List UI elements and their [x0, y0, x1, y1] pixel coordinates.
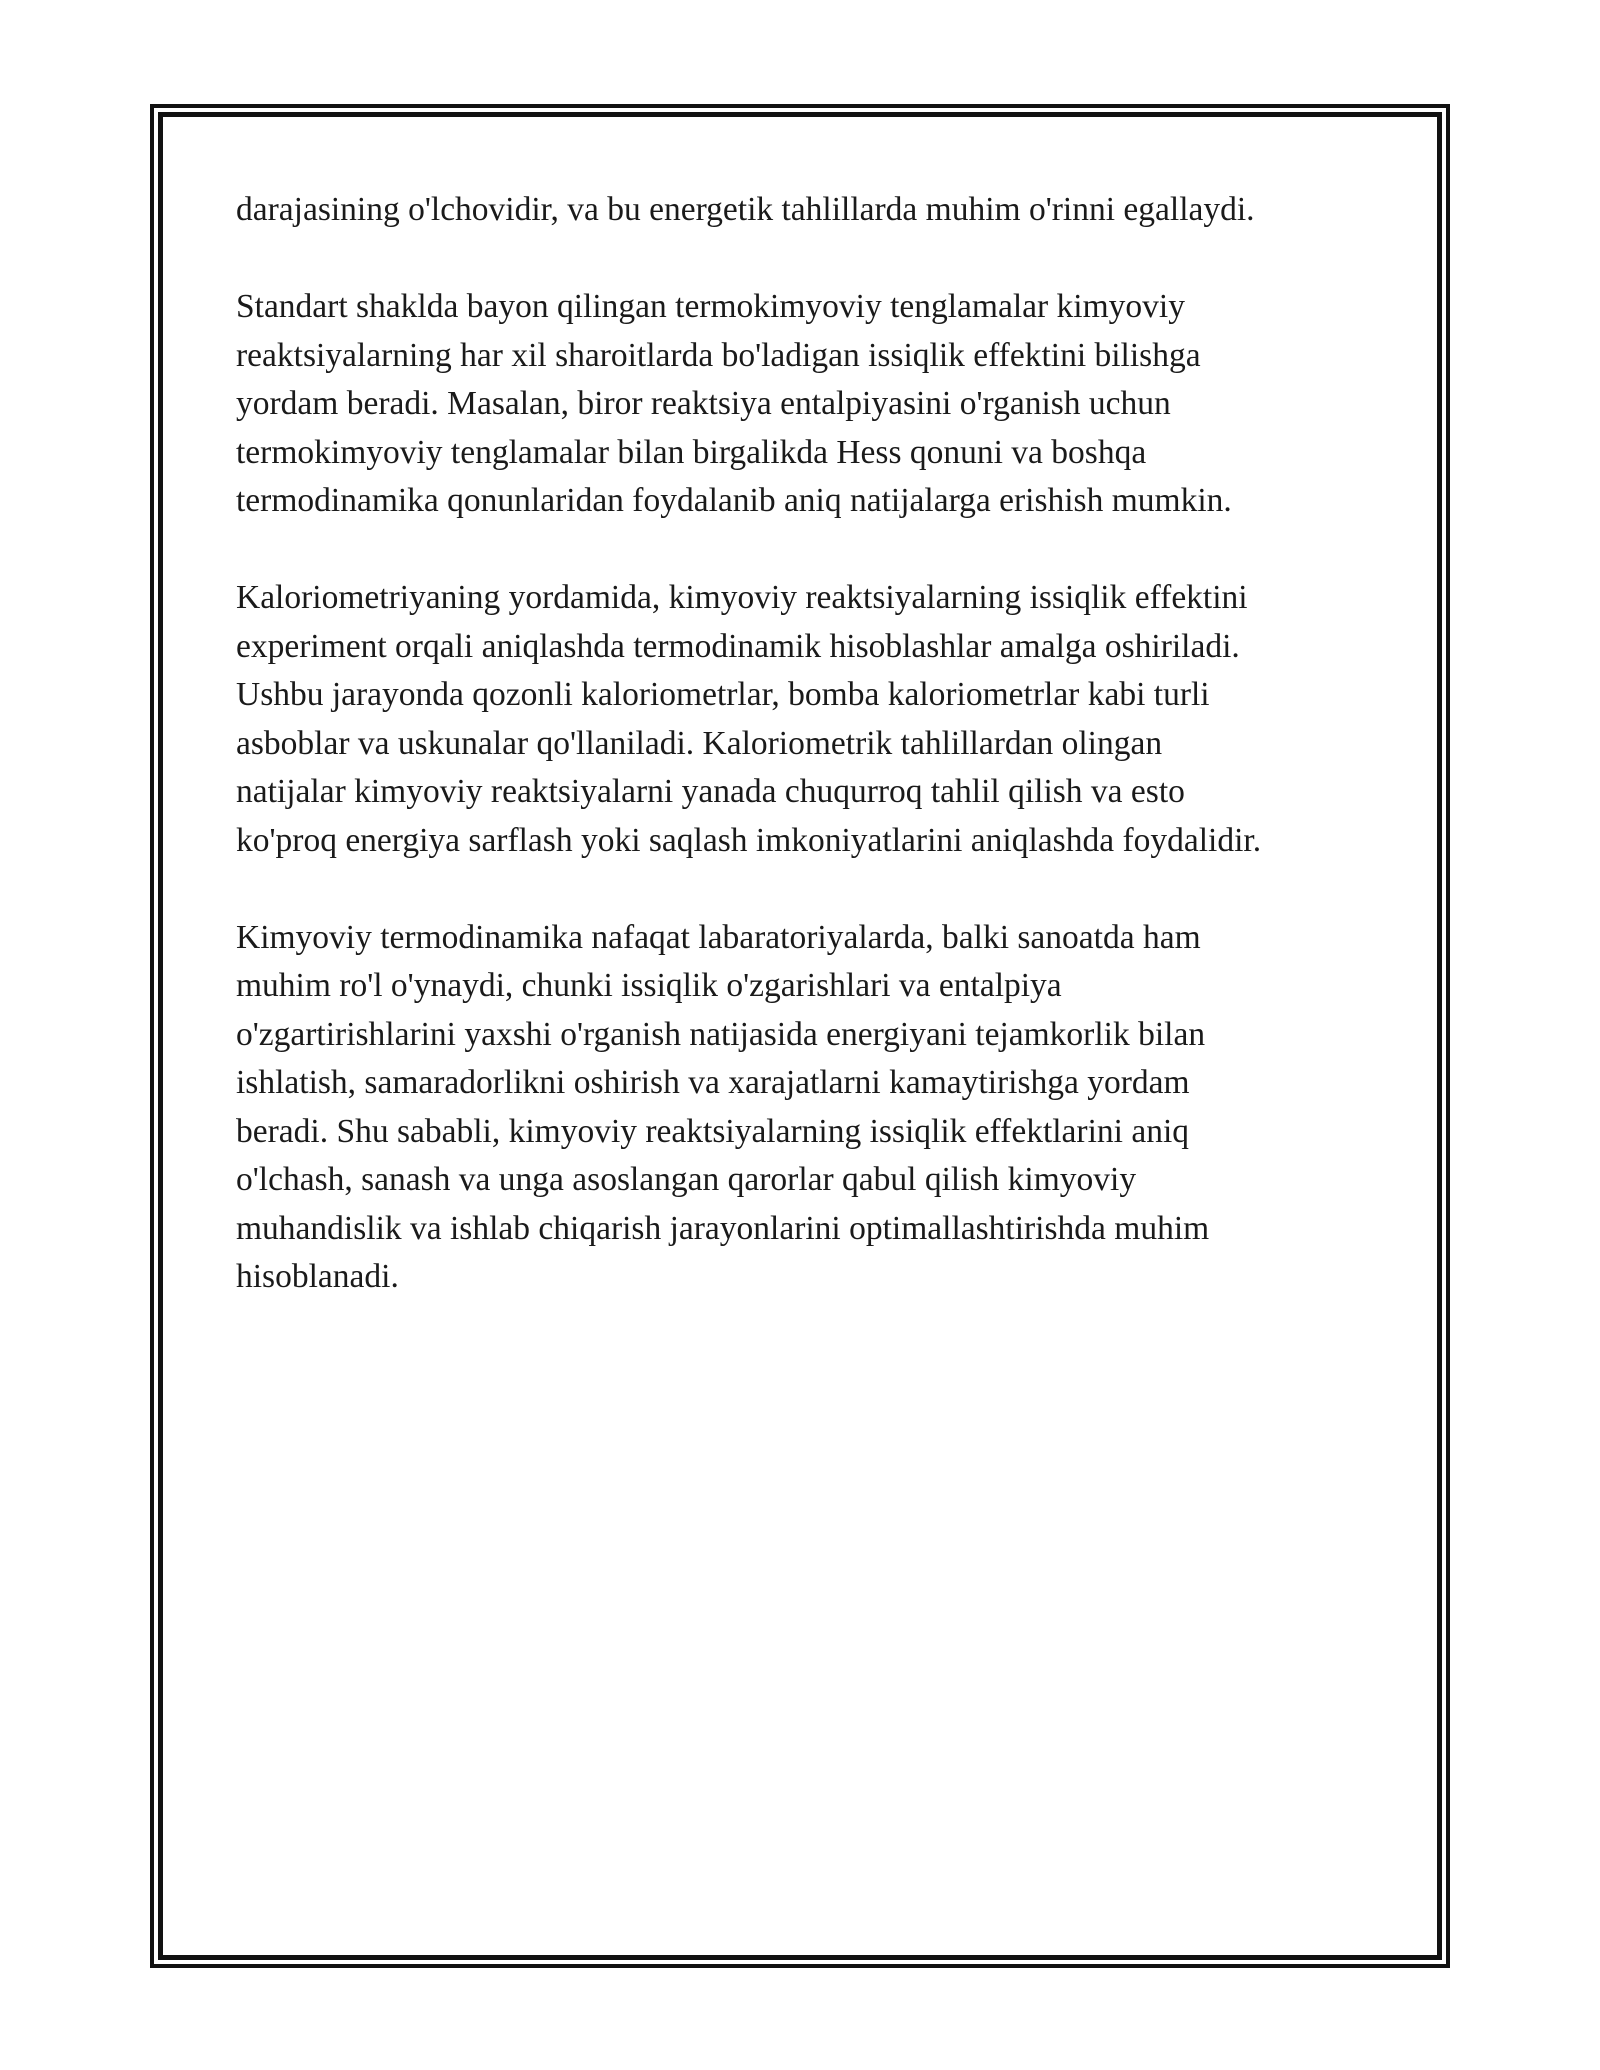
- paragraph-1: darajasining o'lchovidir, va bu energetik tahlillarda muhim o'rinni egallaydi.: [236, 191, 1255, 228]
- paragraph-4: Kimyoviy termodinamika nafaqat labaratoriyalarda, balki sanoatda ham muhim ro'l o'ynaydi, chunki issiqlik o'zgarishlari va entalpiya o'zgartirishlarini yaxshi o'rganish natijasida energiyani tejamkorlik bilan ishlatish, samaradorlikni oshirish va xarajatlarni kamaytirishga yordam beradi. Shu sababli, kimyoviy reaktsiyalarning issiqlik effektlarini aniq o'lchash, sanash va unga asoslangan qarorlar qabul qilish kimyoviy muhandislik va ishlab chiqarish jarayonlarini optimallashtirishda muhim hisoblanadi.: [236, 918, 1210, 1295]
- paragraph-3: Kaloriometriyaning yordamida, kimyoviy reaktsiyalarning issiqlik effektini experiment orqali aniqlashda termodinamik hisoblashlar amalga oshiriladi. Ushbu jarayonda qozonli kaloriometrlar, bomba kaloriometrlar kabi turli asboblar va uskunalar qo'llaniladi. Kaloriometrik tahlillardan olingan natijalar kimyoviy reaktsiyalarni yanada chuqurroq tahlil qilish va esto ko'proq energiya sarflash yoki saqlash imkoniyatlarini aniqlashda foydalidir.: [236, 579, 1262, 859]
- paragraph-2: Standart shaklda bayon qilingan termokimyoviy tenglamalar kimyoviy reaktsiyalarning har xil sharoitlarda bo'ladigan issiqlik effektini bilishga yordam beradi. Masalan, biror reaktsiya entalpiyasini o'rganish uchun termokimyoviy tenglamalar bilan birgalikda Hess qonuni va boshqa termodinamika qonunlaridan foydalanib aniq natijalarga erishish mumkin.: [236, 288, 1232, 519]
- document-body: [236, 186, 1386, 1350]
